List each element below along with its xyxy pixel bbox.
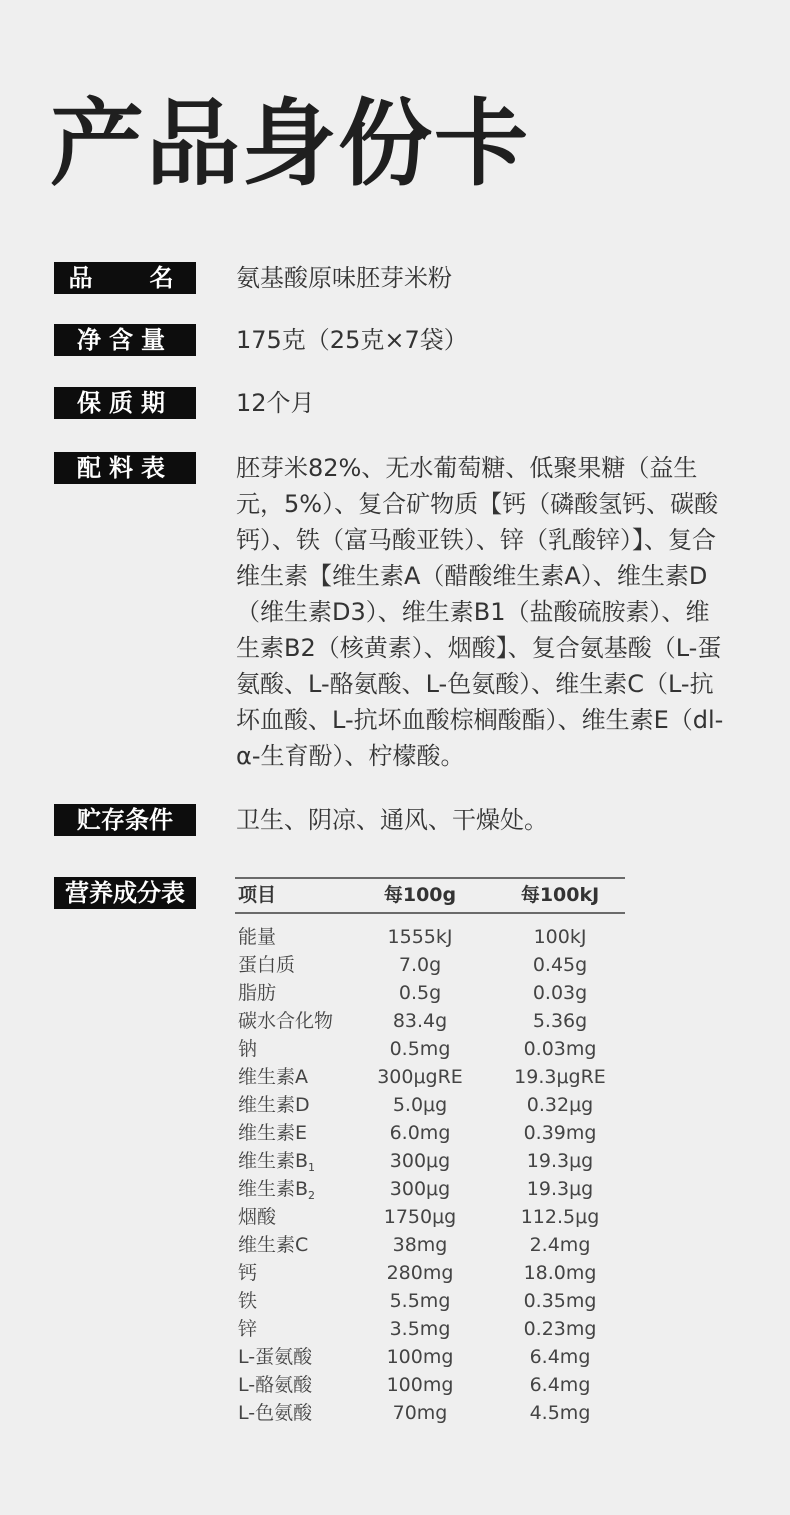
- table-row: [235, 1119, 625, 1147]
- value-per-100g: 5.5mg: [389, 1290, 451, 1312]
- value-per-100kj: 5.36g: [532, 1010, 588, 1032]
- ingredients-label: 配料表: [54, 452, 196, 484]
- value-per-100kj: 6.4mg: [529, 1346, 591, 1368]
- value-per-100g: 7.0g: [398, 954, 442, 976]
- table-row: [235, 1063, 625, 1091]
- value-per-100g: 300μg: [389, 1178, 451, 1200]
- nutrient-name: [238, 1119, 307, 1147]
- value-per-100g: 0.5g: [398, 982, 442, 1004]
- nutrient-name-text: L-色氨酸: [238, 1402, 313, 1424]
- nutrient-name: [238, 1287, 257, 1315]
- value-per-100g: 0.5mg: [389, 1038, 451, 1060]
- table-row: [235, 979, 625, 1007]
- value-per-100kj: 19.3μg: [526, 1178, 594, 1200]
- shelf-life-label: 保质期: [54, 387, 196, 419]
- nutrient-name: [238, 923, 276, 951]
- nutrient-subscript: 1: [308, 1161, 316, 1174]
- table-row: [235, 1035, 625, 1063]
- value-per-100g: 1750μg: [383, 1206, 457, 1228]
- value-per-100g: 300μg: [389, 1150, 451, 1172]
- nutrient-name: [238, 951, 295, 979]
- nutrition-table-header: [235, 877, 625, 914]
- nutrient-name-text: L-蛋氨酸: [238, 1346, 313, 1368]
- page-title: 产品身份卡: [50, 90, 531, 199]
- nutrient-name-text: 维生素B: [238, 1150, 309, 1172]
- table-row: [235, 1007, 625, 1035]
- table-row: [235, 1091, 625, 1119]
- nutrient-name: [238, 1343, 312, 1371]
- nutrient-name: [238, 1063, 308, 1091]
- name-value: 氨基酸原味胚芽米粉: [236, 264, 452, 292]
- nutrient-name: [238, 1203, 276, 1231]
- table-row: [235, 1147, 625, 1175]
- table-row: [235, 1231, 625, 1259]
- header-per-100kj: 每100kJ: [520, 884, 600, 906]
- nutrient-name: [238, 1399, 312, 1427]
- table-row: [235, 923, 625, 951]
- value-per-100g: 100mg: [386, 1346, 454, 1368]
- value-per-100kj: 0.32μg: [526, 1094, 594, 1116]
- nutrient-name: [238, 1259, 257, 1287]
- value-per-100kj: 6.4mg: [529, 1374, 591, 1396]
- value-per-100g: 300μgRE: [377, 1066, 463, 1088]
- nutrient-name-text: 钙: [238, 1262, 258, 1284]
- table-row: [235, 1287, 625, 1315]
- nutrient-subscript: 2: [308, 1189, 316, 1202]
- value-per-100kj: 19.3μgRE: [514, 1066, 606, 1088]
- table-row: [235, 1203, 625, 1231]
- nutrient-name-text: 锌: [238, 1318, 258, 1340]
- value-per-100g: 6.0mg: [389, 1122, 451, 1144]
- nutrient-name: [238, 1091, 310, 1119]
- table-row: [235, 1315, 625, 1343]
- net-content-label: 净含量: [54, 324, 196, 356]
- value-per-100kj: 19.3μg: [526, 1150, 594, 1172]
- value-per-100g: 3.5mg: [389, 1318, 451, 1340]
- nutrient-name-text: 能量: [238, 926, 277, 948]
- storage-value: 卫生、阴凉、通风、干燥处。: [236, 806, 548, 834]
- table-row: [235, 951, 625, 979]
- value-per-100g: 83.4g: [392, 1010, 448, 1032]
- nutrient-name-text: 烟酸: [238, 1206, 277, 1228]
- nutrient-name: [238, 979, 276, 1007]
- nutrient-name-text: L-酪氨酸: [238, 1374, 313, 1396]
- nutrient-name: [238, 1315, 257, 1343]
- nutrient-name-text: 维生素E: [238, 1122, 308, 1144]
- nutrient-name: [238, 1007, 333, 1035]
- nutrient-name-text: 维生素B: [238, 1178, 309, 1200]
- net-content-value: 175克（25克×7袋）: [236, 326, 468, 354]
- table-row: [235, 1371, 625, 1399]
- value-per-100kj: 112.5μg: [520, 1206, 600, 1228]
- value-per-100kj: 0.03g: [532, 982, 588, 1004]
- nutrient-name: [238, 1371, 312, 1399]
- value-per-100g: 280mg: [386, 1262, 454, 1284]
- value-per-100g: 38mg: [392, 1234, 448, 1256]
- table-row: [235, 1175, 625, 1203]
- nutrient-name-text: 碳水合化物: [238, 1010, 334, 1032]
- value-per-100kj: 0.03mg: [523, 1038, 597, 1060]
- nutrient-name-text: 铁: [238, 1290, 258, 1312]
- value-per-100g: 70mg: [392, 1402, 448, 1424]
- nutrient-name-text: 钠: [238, 1038, 258, 1060]
- header-per-100g: 每100g: [383, 884, 457, 906]
- value-per-100kj: 18.0mg: [523, 1262, 597, 1284]
- value-per-100g: 5.0μg: [392, 1094, 448, 1116]
- nutrition-table-body: [235, 923, 625, 1427]
- value-per-100g: 1555kJ: [387, 926, 453, 948]
- nutrient-name-text: 蛋白质: [238, 954, 296, 976]
- nutrient-name: [238, 1231, 308, 1259]
- name-label: 品 名: [54, 262, 196, 294]
- ingredients-value: 胚芽米82%、无水葡萄糖、低聚果糖（益生元，5%）、复合矿物质【钙（磷酸氢钙、碳酸钙）、铁（富马酸亚铁）、锌（乳酸锌）】、复合维生素【维生素A（醋酸维生素A）、维生素D（维生素D3）、维生素B1（盐酸硫胺素）、维生素B2（核黄素）、烟酸】、复合氨基酸（L-蛋氨酸、L-酪氨酸、L-色氨酸）、维生素C（L-抗坏血酸、L-抗坏血酸棕榈酸酯）、维生素E（dl-α-生育酚）、柠檬酸。: [236, 454, 724, 770]
- nutrition-label: 营养成分表: [54, 877, 196, 909]
- header-item: 项目: [238, 884, 277, 906]
- nutrient-name: [238, 1035, 257, 1063]
- nutrient-name-text: 维生素C: [238, 1234, 309, 1256]
- nutrient-name-text: 维生素A: [238, 1066, 308, 1088]
- table-row: [235, 1259, 625, 1287]
- shelf-life-value: 12个月: [236, 389, 315, 417]
- nutrient-name-text: 脂肪: [238, 982, 277, 1004]
- value-per-100g: 100mg: [386, 1374, 454, 1396]
- value-per-100kj: 0.35mg: [523, 1290, 597, 1312]
- table-row: [235, 1343, 625, 1371]
- value-per-100kj: 0.45g: [532, 954, 588, 976]
- value-per-100kj: 2.4mg: [529, 1234, 591, 1256]
- nutrition-table: [235, 877, 625, 1424]
- value-per-100kj: 4.5mg: [529, 1402, 591, 1424]
- value-per-100kj: 100kJ: [533, 926, 587, 948]
- value-per-100kj: 0.23mg: [523, 1318, 597, 1340]
- nutrient-name-text: 维生素D: [238, 1094, 310, 1116]
- storage-label: 贮存条件: [54, 804, 196, 836]
- table-row: [235, 1399, 625, 1427]
- value-per-100kj: 0.39mg: [523, 1122, 597, 1144]
